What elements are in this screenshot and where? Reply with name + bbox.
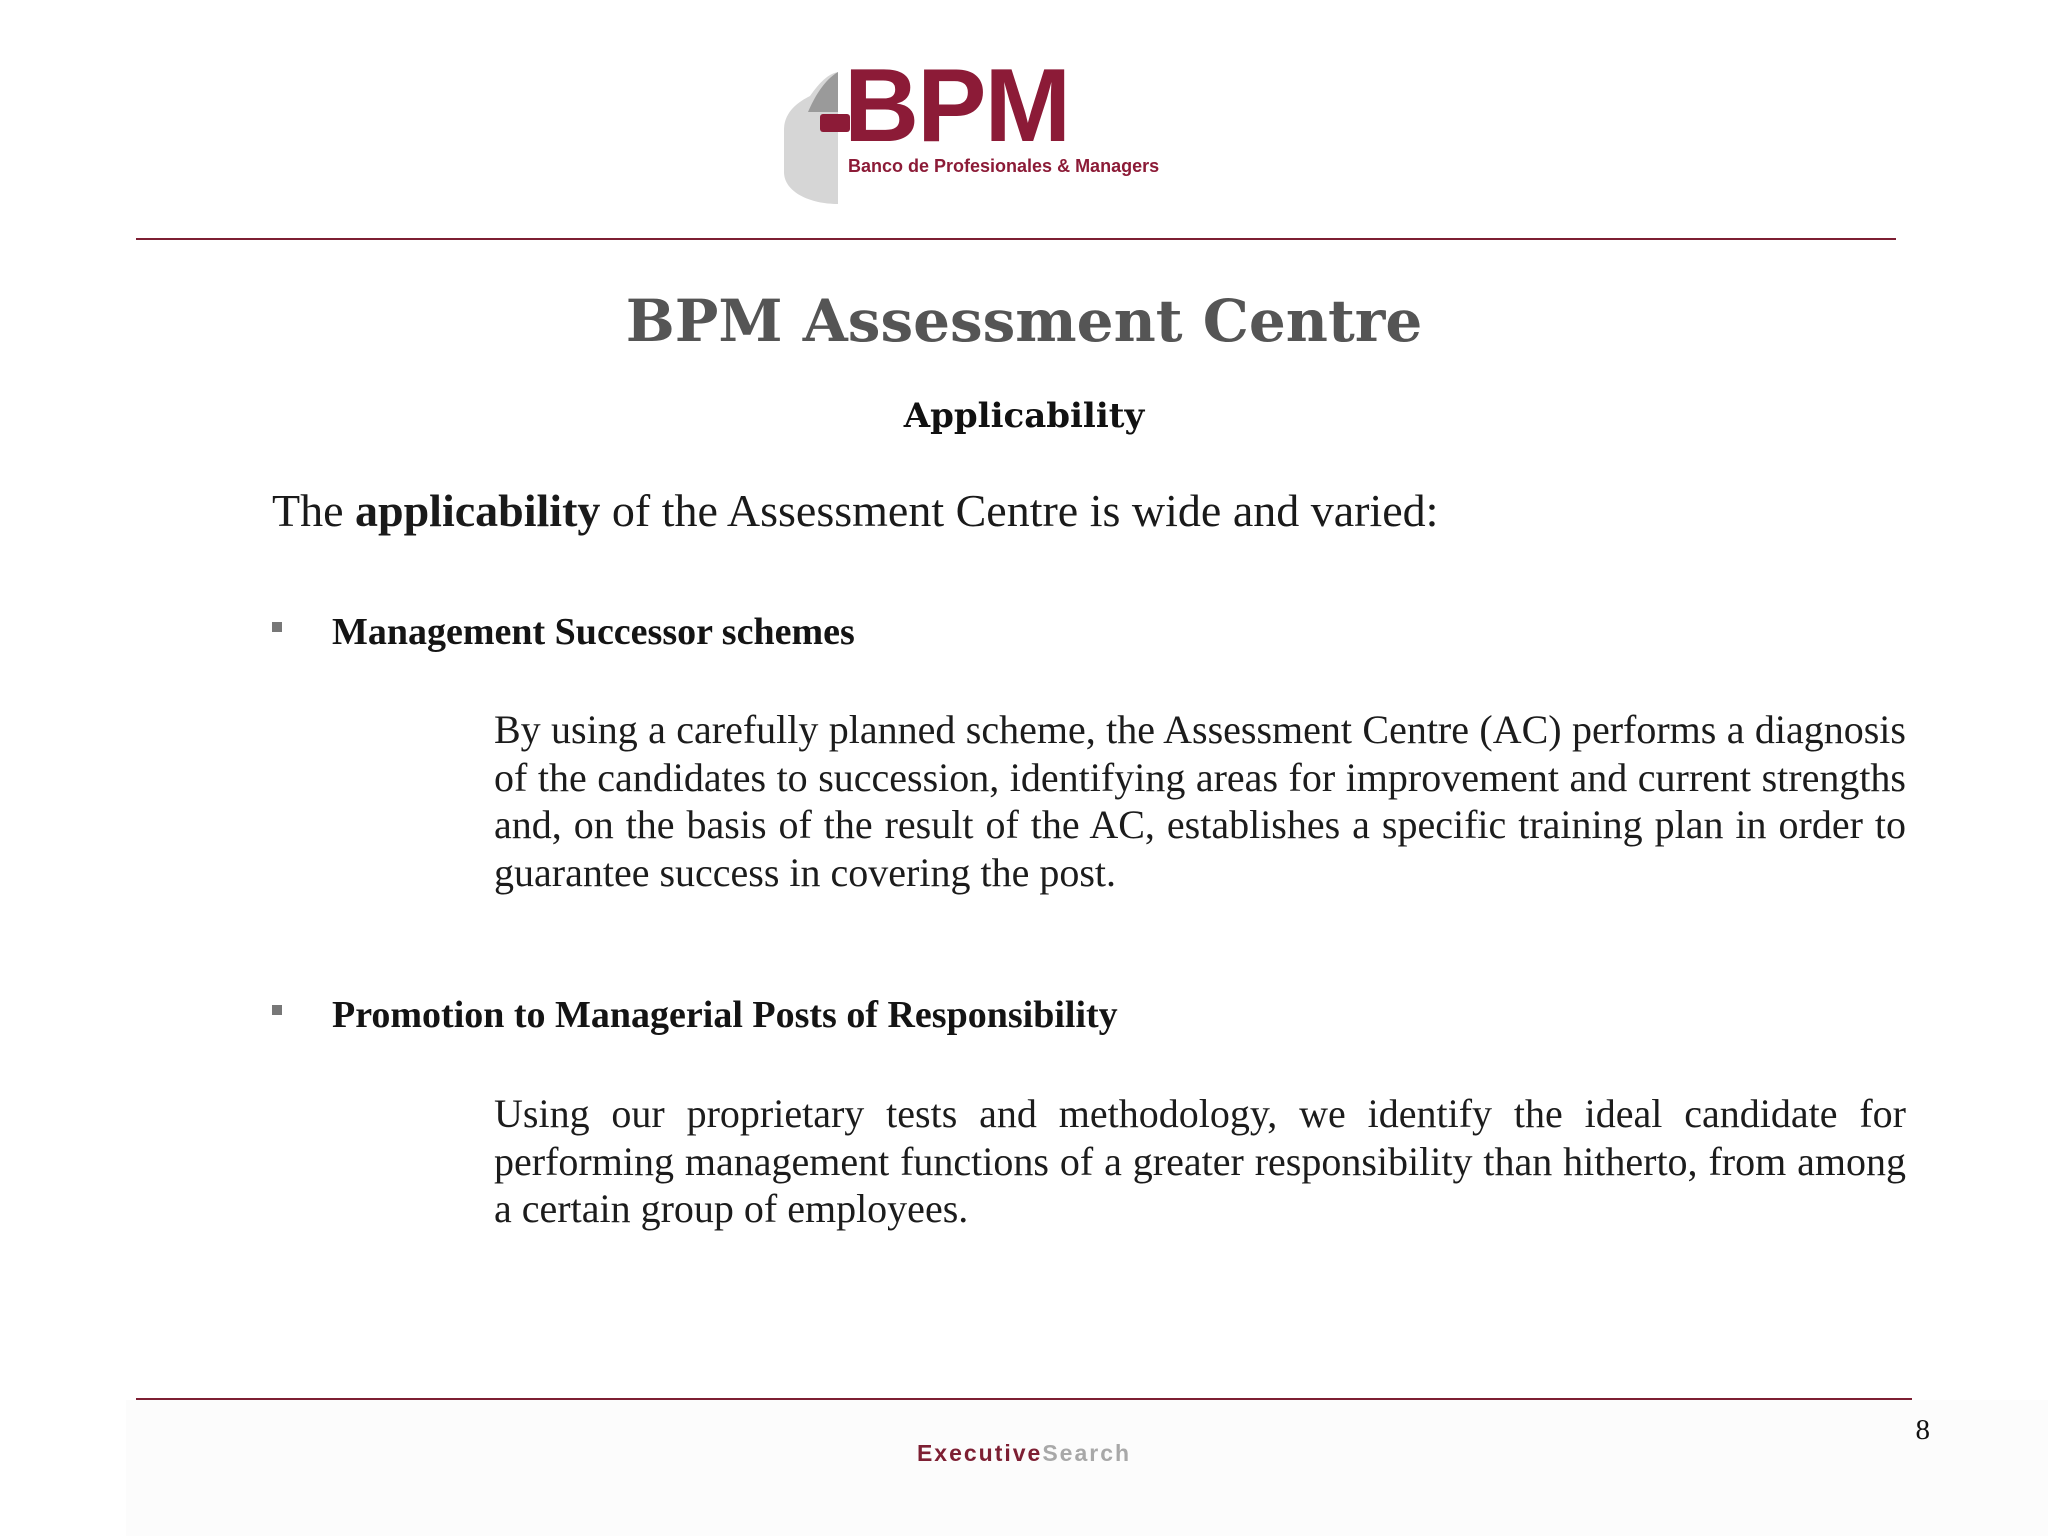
footer-brand-secondary: Search [1042, 1440, 1132, 1466]
bullet-heading: Management Successor schemes [332, 611, 855, 653]
bullet-heading: Promotion to Managerial Posts of Responsibility [332, 994, 1118, 1036]
slide-title: BPM Assessment Centre [625, 287, 1423, 355]
square-bullet-icon [272, 1005, 282, 1015]
bullet-item [272, 610, 855, 654]
footer-divider [136, 1398, 1912, 1400]
intro-after: of the Assessment Centre is wide and varied: [600, 485, 1439, 536]
bullet-description: Using our proprietary tests and methodology, we identify the ideal candidate for performing management functions of a greater responsibility than hitherto, from among a certain group of employees. [494, 1091, 1906, 1231]
bpm-logo-mark [780, 72, 850, 204]
footer-brand-primary: Executive [916, 1440, 1043, 1466]
square-bullet-icon [272, 622, 282, 632]
bullet-item [272, 993, 1118, 1037]
slide-subtitle: Applicability [903, 396, 1145, 436]
logo-wordmark: BPM [844, 48, 1070, 164]
logo-tagline: Banco de Profesionales & Managers [848, 156, 1160, 176]
intro-sentence [272, 484, 1438, 537]
footer-background [126, 1400, 2048, 1536]
footer-brand [0, 1440, 2048, 1467]
bullet-description: By using a carefully planned scheme, the Assessment Centre (AC) performs a diagnosis of the candidates to succession, identifying areas for improvement and current strengths and, on the basis of the result of the AC, establishes a specific training plan in order to guarantee success in covering the post. [494, 707, 1906, 895]
intro-emphasis: applicability [355, 485, 601, 536]
intro-before: The [272, 485, 356, 536]
bpm-logo [780, 48, 1200, 208]
page-number: 8 [1915, 1414, 1930, 1446]
header-divider [136, 238, 1896, 240]
